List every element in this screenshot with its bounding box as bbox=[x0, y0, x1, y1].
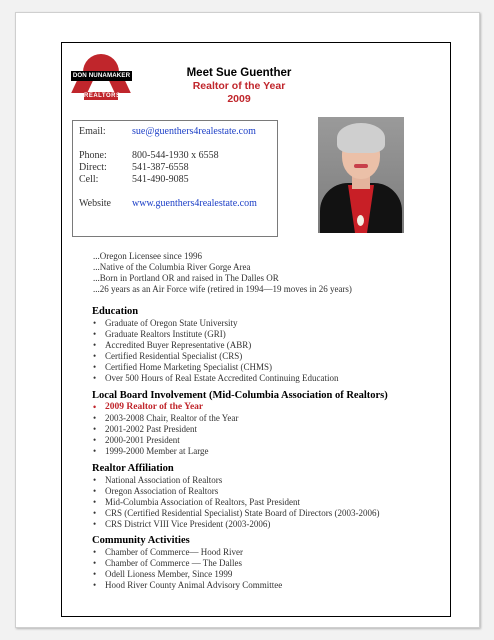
education-section bbox=[92, 305, 442, 384]
document-page bbox=[15, 12, 480, 628]
cell-value: 541-490-9085 bbox=[132, 174, 189, 185]
section-heading: Community Activities bbox=[92, 535, 190, 546]
title-award: Realtor of the Year bbox=[192, 80, 286, 92]
list-item: • Oregon Association of Realtors bbox=[92, 486, 442, 497]
list-item: • 2000-2001 President bbox=[92, 435, 442, 446]
list-item: • Mid-Columbia Association of Realtors, Past President bbox=[92, 497, 442, 508]
page-border-frame bbox=[61, 42, 451, 617]
contact-direct-row bbox=[79, 162, 189, 173]
cell-label: Cell: bbox=[79, 174, 99, 185]
list-item: • Accredited Buyer Representative (ABR) bbox=[92, 340, 442, 351]
section-heading: Local Board Involvement (Mid-Columbia Association of Realtors) bbox=[92, 390, 388, 401]
agent-portrait-photo bbox=[318, 117, 404, 233]
logo-realtors-text: REALTORS bbox=[84, 93, 121, 99]
page-title bbox=[154, 67, 324, 106]
list-item: • Over 500 Hours of Real Estate Accredited Continuing Education bbox=[92, 373, 442, 384]
contact-cell-row bbox=[79, 174, 189, 185]
list-item: • CRS (Certified Residential Specialist) State Board of Directors (2003-2006) bbox=[92, 508, 442, 519]
list-item: • National Association of Realtors bbox=[92, 475, 442, 486]
list-item: • Graduate of Oregon State University bbox=[92, 318, 442, 329]
list-item: • Graduate Realtors Institute (GRI) bbox=[92, 329, 442, 340]
realtor-affiliation-section bbox=[92, 462, 442, 530]
direct-label: Direct: bbox=[79, 162, 107, 173]
list-item: • 2003-2008 Chair, Realtor of the Year bbox=[92, 413, 442, 424]
list-item: • Chamber of Commerce — The Dalles bbox=[92, 558, 442, 569]
contact-email-row bbox=[79, 126, 256, 137]
contact-website-row bbox=[79, 198, 257, 209]
contact-box bbox=[72, 120, 278, 237]
title-year: 2009 bbox=[227, 93, 251, 105]
phone-value: 800-544-1930 x 6558 bbox=[132, 150, 219, 161]
community-activities-section bbox=[92, 534, 442, 591]
email-link[interactable]: sue@guenthers4realestate.com bbox=[132, 126, 256, 137]
list-item: • 1999-2000 Member at Large bbox=[92, 446, 442, 457]
intro-line: ...26 years as an Air Force wife (retired in 1994—19 moves in 26 years) bbox=[93, 284, 352, 294]
list-item: • 2001-2002 Past President bbox=[92, 424, 442, 435]
list-item: • Certified Residential Specialist (CRS) bbox=[92, 351, 442, 362]
list-item: • Odell Lioness Member, Since 1999 bbox=[92, 569, 442, 580]
section-heading: Realtor Affiliation bbox=[92, 463, 174, 474]
website-label: Website bbox=[79, 198, 111, 209]
logo-company-name: DON NUNAMAKER bbox=[72, 72, 131, 79]
section-heading: Education bbox=[92, 306, 139, 317]
logo-sun-shape bbox=[83, 54, 119, 72]
local-board-section bbox=[92, 389, 442, 457]
phone-label: Phone: bbox=[79, 150, 107, 161]
intro-line: ...Native of the Columbia River Gorge Area bbox=[93, 262, 251, 272]
list-item: • Certified Home Marketing Specialist (CHMS) bbox=[92, 362, 442, 373]
list-item: • Hood River County Animal Advisory Committee bbox=[92, 580, 442, 591]
list-item-highlight: • 2009 Realtor of the Year bbox=[92, 402, 442, 413]
title-name: Meet Sue Guenther bbox=[186, 67, 292, 79]
list-item: • CRS District VIII Vice President (2003-2006) bbox=[92, 519, 442, 530]
email-label: Email: bbox=[79, 126, 106, 137]
intro-list bbox=[93, 251, 433, 295]
direct-value: 541-387-6558 bbox=[132, 162, 189, 173]
contact-phone-row bbox=[79, 150, 219, 161]
intro-line: ...Born in Portland OR and raised in The Dalles OR bbox=[93, 273, 279, 283]
list-item: • Chamber of Commerce— Hood River bbox=[92, 547, 442, 558]
intro-line: ...Oregon Licensee since 1996 bbox=[93, 251, 202, 261]
website-link[interactable]: www.guenthers4realestate.com bbox=[132, 198, 257, 209]
don-nunamaker-realtors-logo bbox=[70, 54, 133, 110]
